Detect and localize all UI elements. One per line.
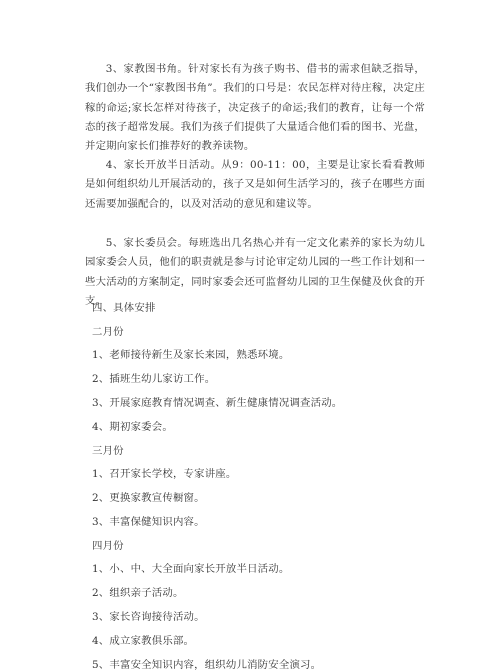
list-item: 2、更换家教宣传橱窗。 <box>92 492 205 504</box>
paragraph-parent-committee: 5、家长委员会。每班选出几名热心并有一定文化素养的家长为幼儿园家委会人员，他们的职责就是参与讨论审定幼儿园的一些工作计划和一些大活动的方案制定，同时家委会还可监督幼儿园的卫生保健及伙食的开支。 <box>85 237 425 307</box>
list-item: 5、丰富安全知识内容，组织幼儿消防安全演习。 <box>92 659 322 671</box>
list-item: 1、老师接待新生及家长来园，熟悉环境。 <box>92 349 290 361</box>
list-item: 1、小、中、大全面向家长开放半日活动。 <box>92 563 290 575</box>
paragraph-open-day: 4、家长开放半日活动。从9：00-11：00，主要是让家长看看教师是如何组织幼儿开展活动的，孩子又是如何生活学习的，孩子在哪些方面还需要加强配合的，以及对活动的意见和建议等。 <box>85 159 425 210</box>
list-item: 4、期初家委会。 <box>92 421 173 433</box>
list-item: 3、家长咨询接待活动。 <box>92 611 205 623</box>
month-heading-february: 二月份 <box>92 326 124 338</box>
month-heading-march: 三月份 <box>92 445 124 457</box>
month-heading-april: 四月份 <box>92 540 124 552</box>
list-item: 4、成立家教俱乐部。 <box>92 635 195 647</box>
list-item: 3、丰富保健知识内容。 <box>92 516 205 528</box>
list-item: 3、开展家庭教育情况调查、新生健康情况调查活动。 <box>92 397 343 409</box>
paragraph-family-library: 3、家教图书角。针对家长有为孩子购书、借书的需求但缺乏指导，我们创办一个“家教图书角”。我们的口号是：农民怎样对待庄稼，决定庄稼的命运;家长怎样对待孩子，决定孩子的命运;我们的教育，让每一个常态的孩子超常发展。我们为孩子们提供了大量适合他们看的图书、光盘，并定期向家长们推荐好的教养读物。 <box>85 63 425 153</box>
list-item: 2、插班生幼儿家访工作。 <box>92 373 216 385</box>
list-item: 2、组织亲子活动。 <box>92 587 184 599</box>
list-item: 1、召开家长学校，专家讲座。 <box>92 468 237 480</box>
section-heading: 四、具体安排 <box>92 302 156 314</box>
